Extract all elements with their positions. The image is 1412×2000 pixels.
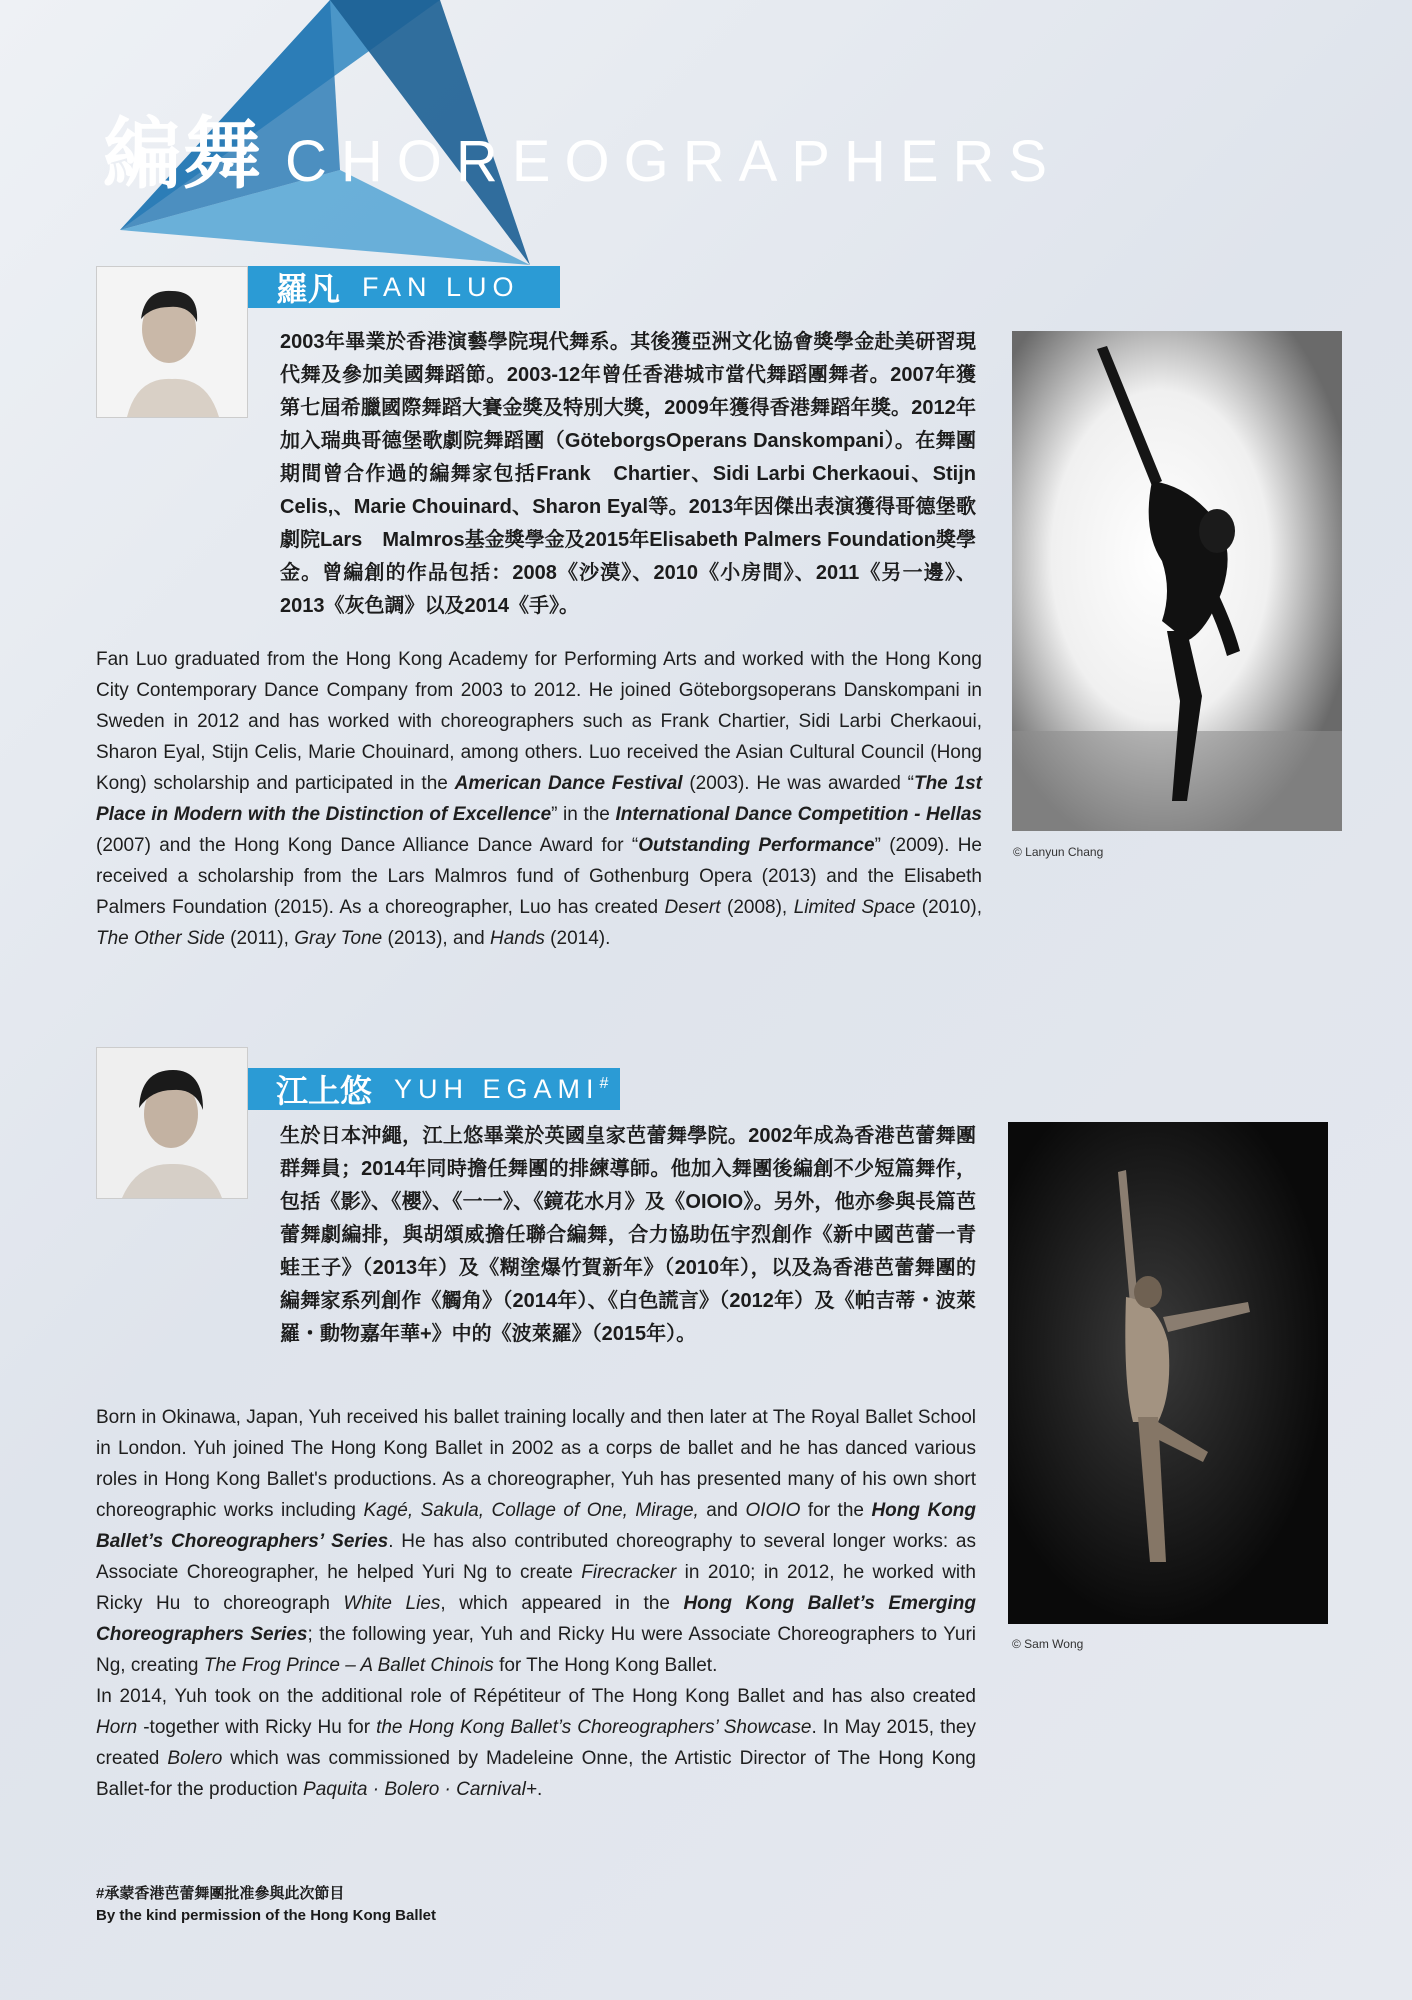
- yuh-egami-bio-en-p2-run: In 2014, Yuh took on the additional role of Répétiteur of The Hong Kong Ballet and has also created: [96, 1686, 976, 1707]
- yuh-egami-name-mark: #: [599, 1074, 609, 1092]
- fan-luo-bio-zh: 2003年畢業於香港演藝學院現代舞系。其後獲亞洲文化協會獎學金赴美研習現代舞及參加美國舞蹈節。2003-12年曾任香港城市當代舞蹈團舞者。2007年獲第七屆希臘國際舞蹈大賽金獎及特別大獎，2009年獲得香港舞蹈年獎。2012年加入瑞典哥德堡歌劇院舞蹈團（GöteborgsOperans Danskompani）。在舞團期間曾合作過的編舞家包括Frank Chartier、Sidi Larbi Cherkaoui、Stijn Celis,、Marie Chouinard、Sharon Eyal等。2013年因傑出表演獲得哥德堡歌劇院Lars Malmros基金獎學金及2015年Elisabeth Palmers Foundation獎學金。曾編創的作品包括：2008《沙漠》、2010《小房間》、2011《另一邊》、2013《灰色調》以及2014《手》。: [280, 331, 976, 617]
- fan-luo-bio-en-run: Outstanding Performance: [638, 835, 875, 856]
- yuh-egami-bio-en-p2-run: the Hong Kong Ballet’s Choreographers’ Showcase: [376, 1717, 812, 1738]
- fan-luo-photo-credit: © Lanyun Chang: [1013, 845, 1104, 859]
- fan-luo-bio-en-run: The 1st Place in Modern with the Distinction of Excellence: [96, 773, 982, 825]
- fan-luo-bio-en-run: (2011),: [224, 928, 295, 949]
- fan-luo-bio-en-run: International Dance Competition - Hellas: [615, 804, 982, 825]
- yuh-egami-bio-zh: 生於日本沖繩，江上悠畢業於英國皇家芭蕾舞學院。2002年成為香港芭蕾舞團群舞員；2014年同時擔任舞團的排練導師。他加入舞團後編創不少短篇舞作，包括《影》、《櫻》、《一一》、《鏡花水月》及《OIOIO》。另外，他亦參與長篇芭蕾舞劇編排，與胡頌威擔任聯合編舞，合力協助伍宇烈創作《新中國芭蕾一青蛙王子》（2013年）及《糊塗爆竹賀新年》（2010年），以及為香港芭蕾舞團的編舞家系列創作《觸角》（2014年）、《白色謊言》（2012年）及《帕吉蒂・波萊羅・動物嘉年華+》中的《波萊羅》（2015年）。: [280, 1125, 976, 1345]
- yuh-egami-bio-en-p1-run: in 2010; in 2012, he worked with Ricky Hu to choreograph: [96, 1562, 976, 1614]
- page-title: [103, 92, 1061, 204]
- yuh-egami-bio-en-p1-run: ; the following year, Yuh and Ricky Hu were Associate Choreographers to Yuri Ng, creating: [96, 1624, 977, 1676]
- footnote: [96, 1883, 436, 1927]
- yuh-egami-bio-en-p1-run: Firecracker: [581, 1562, 677, 1583]
- fan-luo-name-zh: 羅凡: [276, 271, 341, 307]
- yuh-egami-bio-en-p1-run: Kagé, Sakula, Collage of One, Mirage,: [363, 1500, 699, 1521]
- yuh-egami-bio-en-p1-run: OIOIO: [745, 1500, 801, 1521]
- yuh-egami-bio-en-p1-run: Hong Kong Ballet’s Emerging Choreographers Series: [96, 1593, 976, 1645]
- fan-luo-bio-en-run: (2014).: [544, 928, 611, 949]
- yuh-egami-bio-en-p1-run: The Frog Prince – A Ballet Chinois: [203, 1655, 494, 1676]
- page-title-zh: 編舞: [103, 110, 264, 198]
- yuh-egami-bio-en-p2-run: -together with Ricky Hu for: [137, 1717, 377, 1738]
- yuh-egami-bio-en: [96, 1402, 976, 1805]
- fan-luo-bio-en-run: (2013), and: [382, 928, 490, 949]
- yuh-egami-bio-en-p2-run: .: [536, 1779, 543, 1800]
- yuh-egami-bio-en-p1-run: . He has also contributed choreography to several longer works: as Associate Choreographer, he helped Yuri Ng to create: [96, 1531, 976, 1583]
- footnote-en: By the kind permission of the Hong Kong Ballet: [96, 1907, 437, 1924]
- page-title-en: CHOREOGRAPHERS: [285, 129, 1062, 194]
- fan-luo-name-en: FAN LUO: [362, 271, 520, 302]
- fan-luo-bio-en-run: American Dance Festival: [454, 773, 683, 794]
- yuh-egami-bio-en-p1-run: Born in Okinawa, Japan, Yuh received his ballet training locally and then later at The Royal Ballet School in London. Yuh joined The Hong Kong Ballet in 2002 as a corps de ballet and he has danced various roles in Hong Kong Ballet's productions. As a choreographer, Yuh has presented many of his own short choreographic works including: [96, 1407, 976, 1521]
- yuh-egami-bio-en-p2-run: . In May 2015, they created: [96, 1717, 977, 1769]
- fan-luo-bio-en-run: Desert: [664, 897, 721, 918]
- yuh-egami-bio-en-p1-run: for The Hong Kong Ballet.: [493, 1655, 718, 1676]
- fan-luo-bio-en-run: The Other Side: [96, 928, 225, 949]
- yuh-egami-bio-en-p1-run: White Lies: [343, 1593, 441, 1614]
- yuh-egami-portrait: [96, 1047, 248, 1199]
- yuh-egami-name-zh: 江上悠: [276, 1073, 373, 1109]
- yuh-egami-name-en: [394, 1074, 608, 1105]
- fan-luo-bio-en-run: ” (2009). He received a scholarship from the Lars Malmros fund of Gothenburg Opera (2013) and the Elisabeth Palmers Foundation (2015). As a choreographer, Luo has created: [96, 835, 982, 918]
- yuh-egami-bio-en-p2-run: Horn: [96, 1717, 138, 1738]
- fan-luo-bio-en-run: Limited Space: [793, 897, 916, 918]
- yuh-egami-bio-en-p1-run: for the: [800, 1500, 872, 1521]
- yuh-egami-dance-photo: [1008, 1122, 1328, 1624]
- yuh-egami-photo-credit: © Sam Wong: [1012, 1637, 1084, 1651]
- yuh-egami-bio-en-p1-run: Hong Kong Ballet’s Choreographers’ Series: [96, 1500, 977, 1552]
- fan-luo-portrait: [96, 266, 248, 418]
- fan-luo-bio-en-run: (2008),: [720, 897, 794, 918]
- yuh-egami-bio-en-p2-run: Bolero: [167, 1748, 223, 1769]
- yuh-egami-bio-en-p1-run: , which appeared in the: [440, 1593, 684, 1614]
- fan-luo-bio-en-run: (2003). He was awarded “: [682, 773, 914, 794]
- fan-luo-bio-en-run: Hands: [489, 928, 545, 949]
- fan-luo-bio-en-run: ” in the: [551, 804, 616, 825]
- fan-luo-dance-photo: [1012, 331, 1342, 831]
- fan-luo-bio-en-run: Fan Luo graduated from the Hong Kong Academy for Performing Arts and worked with the Hong Kong City Contemporary Dance Company from 2003 to 2012. He joined Göteborgsoperans Danskompani in Sweden in 2012 and has worked with choreographers such as Frank Chartier, Sidi Larbi Cherkaoui, Sharon Eyal, Stijn Celis, Marie Chouinard, among others. Luo received the Asian Cultural Council (Hong Kong) scholarship and participated in the: [96, 649, 982, 794]
- yuh-egami-bio-en-p2-run: which was commissioned by Madeleine Onne, the Artistic Director of The Hong Kong Ballet-for the production: [96, 1748, 977, 1800]
- yuh-egami-bio-en-p2-run: Paquita · Bolero · Carnival+: [303, 1779, 537, 1800]
- yuh-egami-bio-en-p1-run: and: [698, 1500, 746, 1521]
- yuh-egami-name-en-text: YUH EGAMI: [394, 1073, 600, 1104]
- fan-luo-bio-en: [96, 644, 982, 954]
- fan-luo-bio-en-run: Gray Tone: [294, 928, 383, 949]
- fan-luo-bio-en-run: (2010),: [915, 897, 982, 918]
- yuh-egami-name-bar: [248, 1068, 620, 1110]
- fan-luo-name-bar: [248, 266, 560, 308]
- footnote-zh: #承蒙香港芭蕾舞團批准參與此次節目: [96, 1885, 345, 1902]
- fan-luo-bio-en-run: (2007) and the Hong Kong Dance Alliance Dance Award for “: [96, 835, 639, 856]
